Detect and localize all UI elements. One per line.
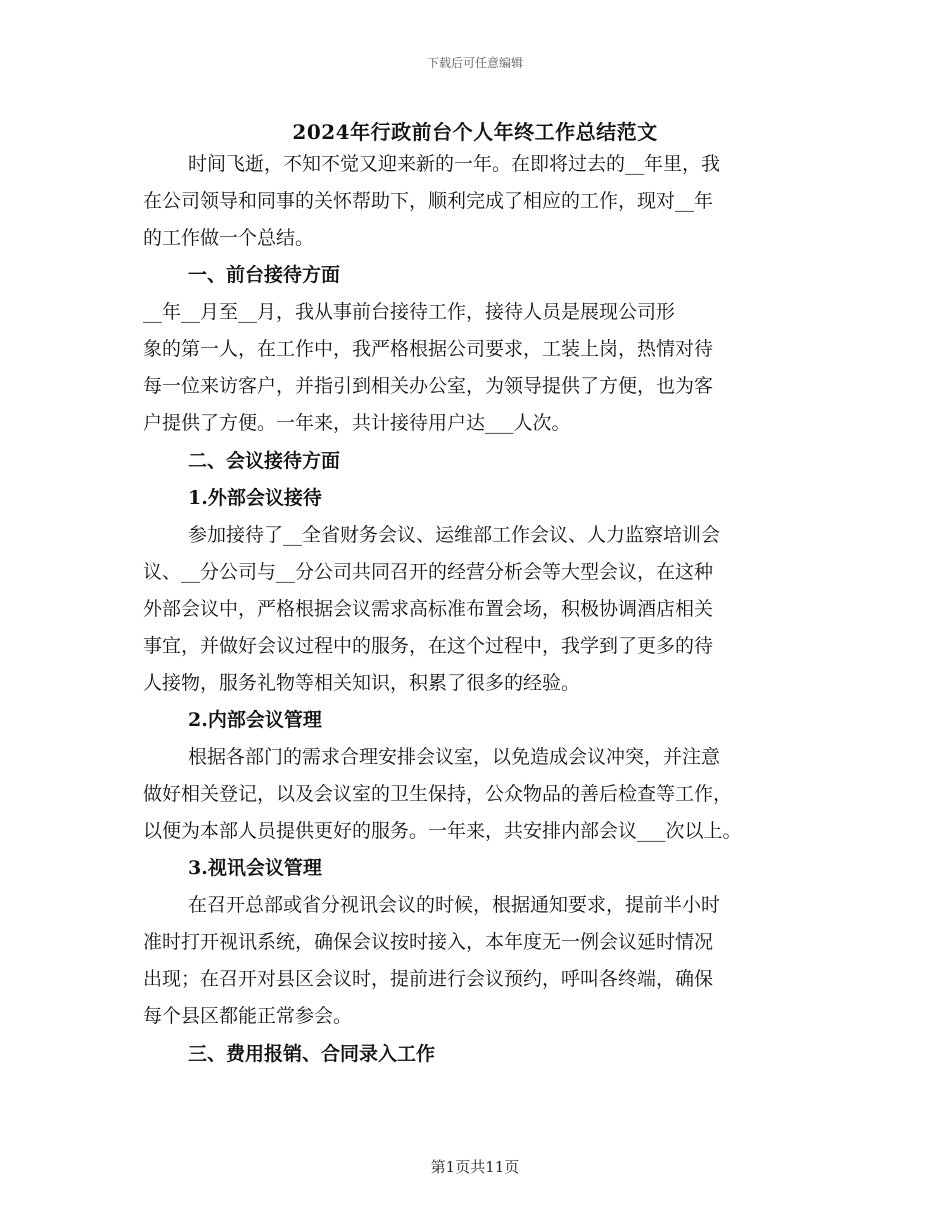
page-footer: 第1页共11页 <box>430 1158 520 1176</box>
paragraph-line: 的工作做一个总结。 <box>143 227 315 249</box>
paragraph-line: 在公司领导和同事的关怀帮助下，顺利完成了相应的工作，现对__年 <box>143 190 714 212</box>
paragraph-line: 以便为本部人员提供更好的服务。一年来，共安排内部会议___次以上。 <box>143 820 742 842</box>
paragraph-line: 做好相关登记，以及会议室的卫生保持，公众物品的善后检查等工作， <box>143 783 733 805</box>
paragraph-line: 事宜，并做好会议过程中的服务，在这个过程中，我学到了更多的待 <box>143 635 714 657</box>
section-heading: 一、前台接待方面 <box>188 264 341 286</box>
paragraph-line: 人接物，服务礼物等相关知识，积累了很多的经验。 <box>143 672 581 694</box>
section-heading: 三、费用报销、合同录入工作 <box>188 1043 436 1065</box>
paragraph-line: __年__月至__月，我从事前台接待工作，接待人员是展现公司形 <box>143 301 676 323</box>
paragraph-line: 议、__分公司与__分公司共同召开的经营分析会等大型会议，在这种 <box>143 561 714 583</box>
paragraph-line: 时间飞逝，不知不觉又迎来新的一年。在即将过去的__年里，我 <box>188 153 721 175</box>
subsection-heading: 1.外部会议接待 <box>188 487 322 509</box>
paragraph-line: 户提供了方便。一年来，共计接待用户达___人次。 <box>143 412 571 434</box>
document-title: 2024年行政前台个人年终工作总结范文 <box>292 120 658 144</box>
paragraph-line: 每一位来访客户，并指引到相关办公室，为领导提供了方便，也为客 <box>143 375 714 397</box>
subsection-heading: 3.视讯会议管理 <box>188 857 322 879</box>
paragraph-line: 在召开总部或省分视讯会议的时候，根据通知要求，提前半小时 <box>188 894 721 916</box>
section-heading: 二、会议接待方面 <box>188 450 341 472</box>
paragraph-line: 外部会议中，严格根据会议需求高标准布置会场，积极协调酒店相关 <box>143 598 714 620</box>
paragraph-line: 出现；在召开对县区会议时，提前进行会议预约，呼叫各终端，确保 <box>143 968 714 990</box>
download-note: 下载后可任意编辑 <box>426 56 523 70</box>
paragraph-line: 根据各部门的需求合理安排会议室，以免造成会议冲突，并注意 <box>188 746 721 768</box>
paragraph-line: 参加接待了__全省财务会议、运维部工作会议、人力监察培训会 <box>188 524 721 546</box>
paragraph-line: 准时打开视讯系统，确保会议按时接入，本年度无一例会议延时情况 <box>143 931 714 953</box>
paragraph-line: 每个县区都能正常参会。 <box>143 1005 353 1027</box>
paragraph-line: 象的第一人，在工作中，我严格根据公司要求，工装上岗，热情对待 <box>143 338 714 360</box>
subsection-heading: 2.内部会议管理 <box>188 709 322 731</box>
